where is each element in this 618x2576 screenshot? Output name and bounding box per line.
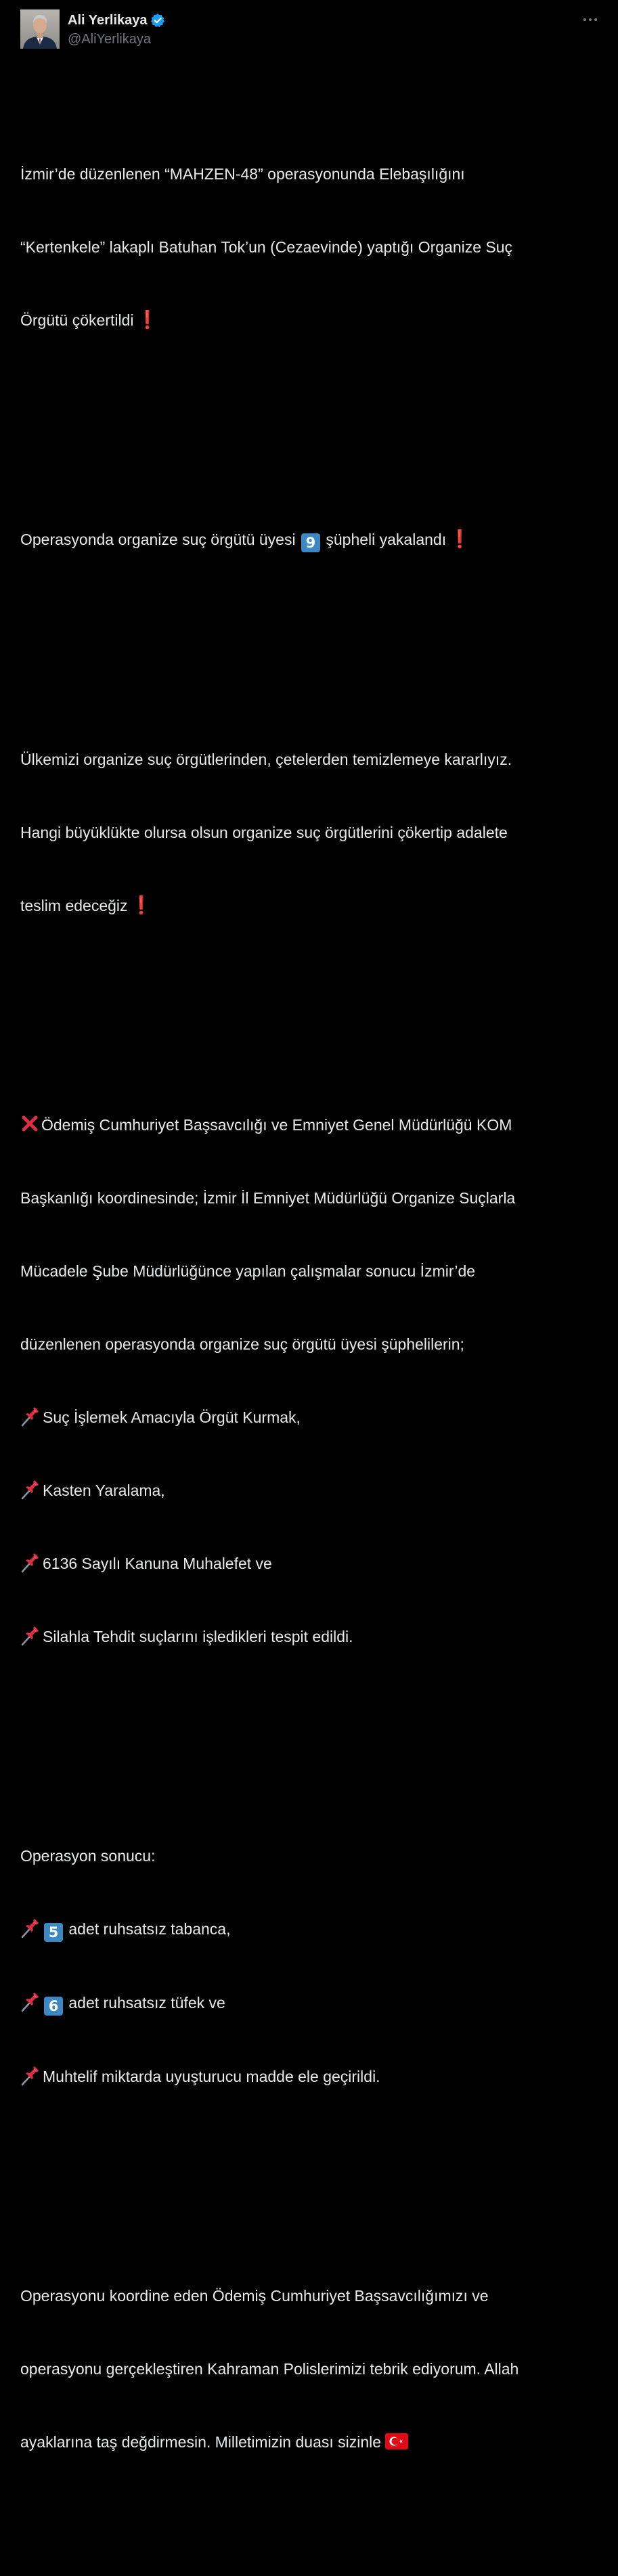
text-segment: şüpheli yakalandı xyxy=(321,531,447,548)
paragraph-6 xyxy=(20,2235,596,2503)
list-item-text: adet ruhsatsız tabanca, xyxy=(64,1920,231,1938)
text-segment: Örgütü çökertildi xyxy=(20,311,134,329)
text-segment: ayaklarına taş değdirmesin. Milletimizin duası sizinle xyxy=(20,2433,382,2451)
paragraph-1 xyxy=(20,113,596,381)
author-handle[interactable]: @AliYerlikaya xyxy=(68,32,151,47)
display-name[interactable]: Ali Yerlikaya xyxy=(68,12,148,28)
pushpin-icon xyxy=(20,2066,41,2086)
paragraph-3 xyxy=(20,698,596,967)
text-line xyxy=(20,308,596,332)
list-item xyxy=(20,1917,596,1942)
turkey-flag-icon xyxy=(385,2432,408,2448)
pushpin-icon xyxy=(20,1626,41,1646)
name-row xyxy=(68,12,165,29)
text-segment: Ödemiş Cumhuriyet Başsavcılığı ve Emniyet Genel Müdürlüğü KOM xyxy=(41,1116,512,1134)
text-line xyxy=(20,1113,596,1137)
text-line: Hangi büyüklükte olursa olsun organize suç örgütlerini çökertip adalete xyxy=(20,824,508,841)
list-item xyxy=(20,1551,596,1576)
keycap-5-emoji: 5 xyxy=(44,1923,63,1942)
text-line xyxy=(20,893,596,918)
paragraph-5 xyxy=(20,1795,596,2137)
exclamation-emoji: ❗ xyxy=(136,310,158,330)
list-item-text: 6136 Sayılı Kanuna Muhalefet ve xyxy=(43,1555,272,1572)
pushpin-icon xyxy=(20,1553,41,1573)
paragraph-4 xyxy=(20,1064,596,1697)
more-icon[interactable] xyxy=(579,9,602,30)
paragraph-2 xyxy=(20,479,596,601)
verified-badge-icon[interactable] xyxy=(150,13,165,28)
list-item-text: Kasten Yaralama, xyxy=(43,1482,165,1499)
avatar[interactable] xyxy=(20,9,60,49)
exclamation-emoji: ❗ xyxy=(449,529,471,550)
pushpin-icon xyxy=(20,1480,41,1500)
keycap-6-emoji: 6 xyxy=(44,1997,63,2016)
text-line: Operasyon sonucu: xyxy=(20,1847,156,1865)
text-segment: Operasyonda organize suç örgütü üyesi xyxy=(20,531,300,548)
list-item-text: Muhtelif miktarda uyuşturucu madde ele geçirildi. xyxy=(43,2068,380,2085)
text-line: Mücadele Şube Müdürlüğünce yapılan çalışmalar sonucu İzmir’de xyxy=(20,1262,476,1280)
text-line: operasyonu gerçekleştiren Kahraman Polislerimizi tebrik ediyorum. Allah xyxy=(20,2360,519,2378)
text-line: “Kertenkele” lakaplı Batuhan Tok’un (Cezaevinde) yaptığı Organize Suç xyxy=(20,238,513,256)
text-line: İzmir’de düzenlenen “MAHZEN-48” operasyonunda Elebaşılığını xyxy=(20,165,465,183)
list-item xyxy=(20,1405,596,1429)
list-item xyxy=(20,1624,596,1649)
text-line xyxy=(20,2430,596,2454)
text-line: Ülkemizi organize suç örgütlerinden, çetelerden temizlemeye kararlıyız. xyxy=(20,751,512,768)
list-item xyxy=(20,1991,596,2016)
list-item-text: Silahla Tehdit suçlarını işledikleri tespit edildi. xyxy=(43,1628,353,1645)
list-item-text: Suç İşlemek Amacıyla Örgüt Kurmak, xyxy=(43,1408,301,1426)
cross-mark-icon xyxy=(20,1114,39,1133)
pushpin-icon xyxy=(20,1918,41,1938)
pushpin-icon xyxy=(20,1406,41,1427)
tweet-header xyxy=(20,9,598,54)
list-item-text: adet ruhsatsız tüfek ve xyxy=(64,1994,225,2012)
list-item xyxy=(20,2064,596,2089)
text-line: Operasyonu koordine eden Ödemiş Cumhuriyet Başsavcılığımızı ve xyxy=(20,2287,489,2305)
text-segment: teslim edeceğiz xyxy=(20,897,128,914)
exclamation-emoji: ❗ xyxy=(130,895,152,916)
text-line xyxy=(20,527,596,552)
author-names xyxy=(68,12,165,47)
tweet-text xyxy=(20,64,596,2576)
keycap-9-emoji: 9 xyxy=(301,533,320,552)
pushpin-icon xyxy=(20,1992,41,2012)
text-line: düzenlenen operasyonda organize suç örgütü üyesi şüphelilerin; xyxy=(20,1335,464,1353)
list-item xyxy=(20,1478,596,1503)
text-line: Başkanlığı koordinesinde; İzmir İl Emniyet Müdürlüğü Organize Suçlarla xyxy=(20,1189,516,1207)
